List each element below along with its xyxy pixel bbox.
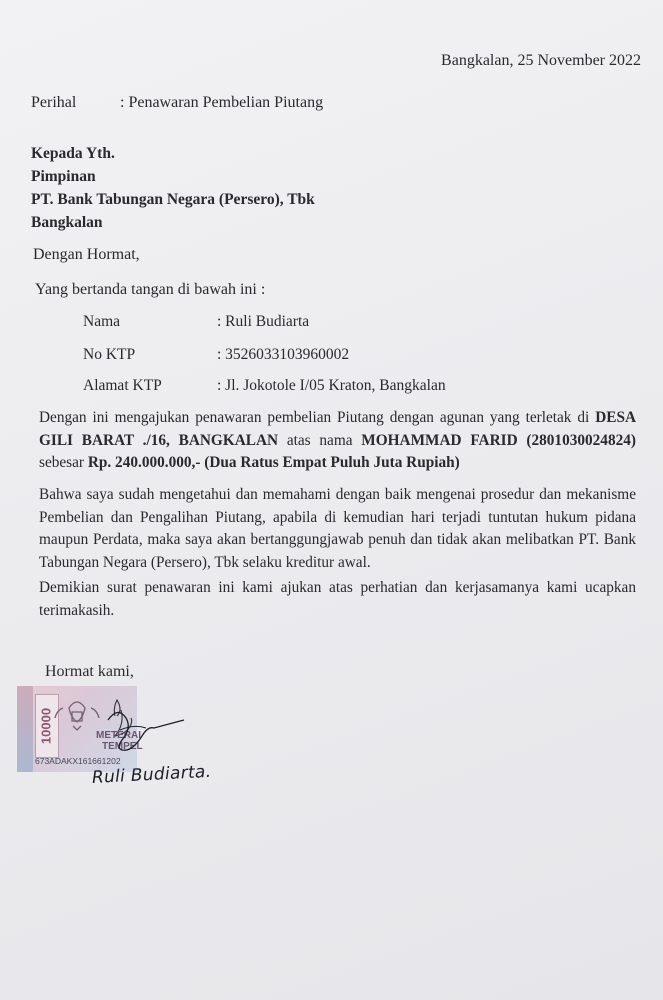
address-value: : Jl. Jokotole I/05 Kraton, Bangkalan	[217, 377, 446, 394]
offer-line3-bold: Rp. 240.000.000,- (Dua Ratus Empat Puluh Juta Rupiah)	[87, 454, 460, 471]
statement-line-3: maupun Perdata, maka saya akan bertanggungjawab penuh dan tidak akan melibatkan PT. Bank	[39, 531, 636, 548]
offer-line2-bold-b: MOHAMMAD FARID (2801030024824)	[361, 431, 636, 449]
offer-line1-text: Dengan ini mengajukan penawaran pembelian Piutang dengan agunan yang terletak di	[39, 409, 590, 426]
recipient-line-1: Kepada Yth.	[31, 145, 115, 162]
paragraph-offer-line-3	[39, 452, 636, 475]
name-label: Nama	[83, 313, 121, 330]
statement-line-2: Pembelian dan Pengalihan Piutang, apabila di kemudian hari terjadi tuntutan hukum pidana	[39, 508, 636, 526]
place-date: Bangkalan, 25 November 2022	[441, 52, 641, 69]
statement-line-1: Bahwa saya sudah mengetahui dan memahami dengan baik mengenai prosedur dan mekanisme	[39, 486, 636, 503]
paragraph-offer-line-2	[39, 430, 636, 453]
recipient-line-3: PT. Bank Tabungan Negara (Persero), Tbk	[31, 191, 315, 208]
offer-line1-bold: DESA	[595, 409, 637, 426]
signature-name: Ruli Budiarta.	[91, 761, 212, 788]
paragraph-closing	[39, 577, 636, 622]
stamp-serial: 673ADAKX161661202	[35, 756, 121, 766]
stamp-label-1: METERAI	[96, 730, 141, 741]
closing-salutation: Hormat kami,	[45, 663, 134, 680]
identity-row-name	[83, 313, 309, 331]
stamp-value: 10000	[38, 707, 54, 745]
greeting: Dengan Hormat,	[33, 246, 140, 263]
closing-paragraph-line-1: Demikian surat penawaran ini kami ajukan atas perhatian dan kerjasamanya kami ucapkan	[39, 579, 636, 596]
closing-paragraph-line-2: terimakasih.	[39, 601, 115, 619]
name-value: : Ruli Budiarta	[217, 313, 310, 330]
ktp-value: : 3526033103960002	[217, 346, 350, 363]
paragraph-offer	[39, 407, 636, 475]
offer-line3-text: sebesar	[39, 454, 85, 471]
recipient-line-2: Pimpinan	[31, 168, 96, 185]
signature-scribble-icon	[100, 700, 190, 760]
address-label: Alamat KTP	[83, 377, 162, 394]
recipient-line-4: Bangkalan	[31, 214, 103, 231]
offer-line2-bold-a: GILI BARAT ./16, BANGKALAN	[39, 431, 279, 449]
intro-text: Yang bertanda tangan di bawah ini :	[35, 281, 266, 298]
identity-row-ktp	[83, 346, 349, 364]
identity-row-address	[83, 377, 446, 395]
subject-value: : Penawaran Pembelian Piutang	[120, 94, 324, 111]
stamp-label-2: TEMPEL	[102, 741, 143, 752]
paragraph-statement	[39, 484, 636, 574]
ktp-label: No KTP	[83, 346, 136, 363]
recipient-block	[31, 142, 315, 234]
subject-label: Perihal	[31, 94, 77, 111]
statement-line-4: Tabungan Negara (Persero), Tbk selaku kreditur awal.	[39, 553, 371, 571]
paragraph-offer-line-1	[39, 407, 636, 430]
offer-line2-text: atas nama	[286, 431, 353, 449]
